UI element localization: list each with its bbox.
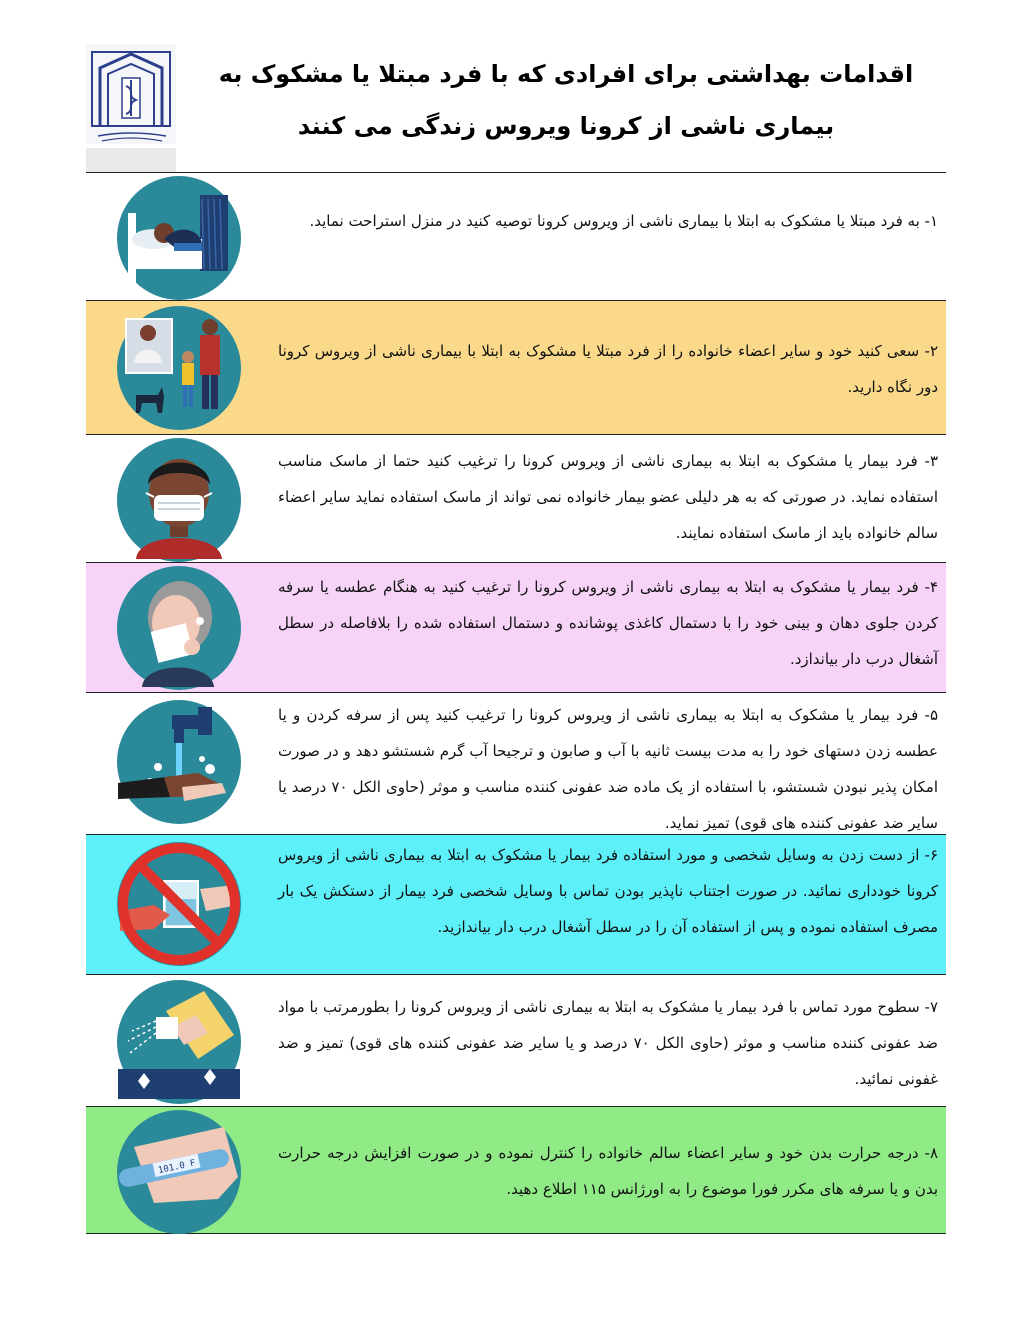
guideline-text-8: ۸- درجه حرارت بدن خود و سایر اعضاء سالم خانواده را کنترل نموده و در صورت افزایش درجه حرارت بدن و یا سرفه های مکرر فورا موضوع را به اورژانس ۱۱۵ اطلاع دهید.	[278, 1144, 938, 1198]
university-logo	[86, 44, 176, 172]
family-distance-icon	[114, 303, 244, 433]
thermometer-reading: 101.0 F	[157, 1158, 197, 1177]
hand-wash-icon	[114, 697, 244, 827]
guideline-row-4	[86, 562, 946, 692]
page-title: اقدامات بهداشتی برای افرادی که با فرد مبتلا یا مشکوک به بیماری ناشی از کرونا ویروس زندگی می کنند	[218, 60, 914, 140]
guideline-text-3: ۳- فرد بیمار یا مشکوک به ابتلا به بیماری ناشی از ویروس کرونا را ترغیب کنید حتما از ماسک مناسب استفاده نماید. در صورتی که به هر دلیلی عضو بیمار خانواده نمی تواند از ماسک استفاده نماید سایر اعضاء سالم خانواده باید از ماسک استفاده نمایند.	[278, 452, 938, 542]
guideline-text-2: ۲- سعی کنید خود و سایر اعضاء خانواده را از فرد مبتلا یا مشکوک به ابتلا با بیماری ناشی از ویروس کرونا دور نگاه دارید.	[278, 342, 938, 396]
guideline-row-8	[86, 1106, 946, 1234]
thermometer-icon	[114, 1107, 244, 1237]
guideline-row-1	[86, 172, 946, 300]
guideline-text-4: ۴- فرد بیمار یا مشکوک به ابتلا به بیماری ناشی از ویروس کرونا را ترغیب کنید به هنگام عطسه یا سرفه کردن جلوی دهان و بینی خود را با دستمال کاغذی پوشانده و دستمال استفاده شده را بلافاصله در سطل آشغال درب دار بیاندازد.	[278, 578, 938, 668]
guideline-text-6: ۶- از دست زدن به وسایل شخصی و مورد استفاده فرد بیمار یا مشکوک به ابتلا به بیماری ناشی از ویروس کرونا خودداری نمائید. در صورت اجتناب ناپذیر بودن تماس با وسایل شخصی فرد بیمار از دستکش یک بار مصرف استفاده نموده و پس از استفاده آن را در سطل آشغال درب دار بیاندازید.	[278, 846, 938, 936]
guideline-row-2	[86, 300, 946, 434]
guideline-row-6	[86, 834, 946, 974]
guideline-text-1: ۱- به فرد مبتلا یا مشکوک به ابتلا با بیماری ناشی از ویروس کرونا توصیه کنید در منزل استراحت نماید.	[309, 212, 938, 230]
spray-disinfect-icon	[114, 977, 244, 1107]
page-header	[86, 40, 946, 170]
guideline-row-7	[86, 974, 946, 1106]
guideline-row-3	[86, 434, 946, 562]
guideline-text-7: ۷- سطوح مورد تماس با فرد بیمار یا مشکوک به ابتلا به بیماری ناشی از ویروس کرونا را بطورمرتب با مواد ضد عفونی کننده مناسب و موثر (حاوی الکل ۷۰ درصد و یا سایر ضد عفونی کننده های قوی) تمیز و ضد غفونی نمائید.	[278, 998, 938, 1088]
no-touch-icon	[114, 839, 244, 969]
guideline-text-5: ۵- فرد بیمار یا مشکوک به ابتلا به بیماری ناشی از ویروس کرونا را ترغیب کنید پس از سرفه کردن و یا عطسه زدن دستهای خود را به مدت بیست ثانیه با آب و صابون و ترجیحا آب گرم شستشو دهد و در صورت امکان پذیر نبودن شستشو، با استفاده از یک ماده ضد عفونی کننده مناسب و موثر (حاوی الکل ۷۰ درصد یا سایر ضد عفونی کننده های قوی) تمیز نماید.	[278, 706, 938, 832]
guideline-row-5	[86, 692, 946, 834]
face-mask-icon	[114, 435, 244, 565]
sneeze-tissue-icon	[114, 563, 244, 693]
bed-rest-icon	[114, 173, 244, 303]
